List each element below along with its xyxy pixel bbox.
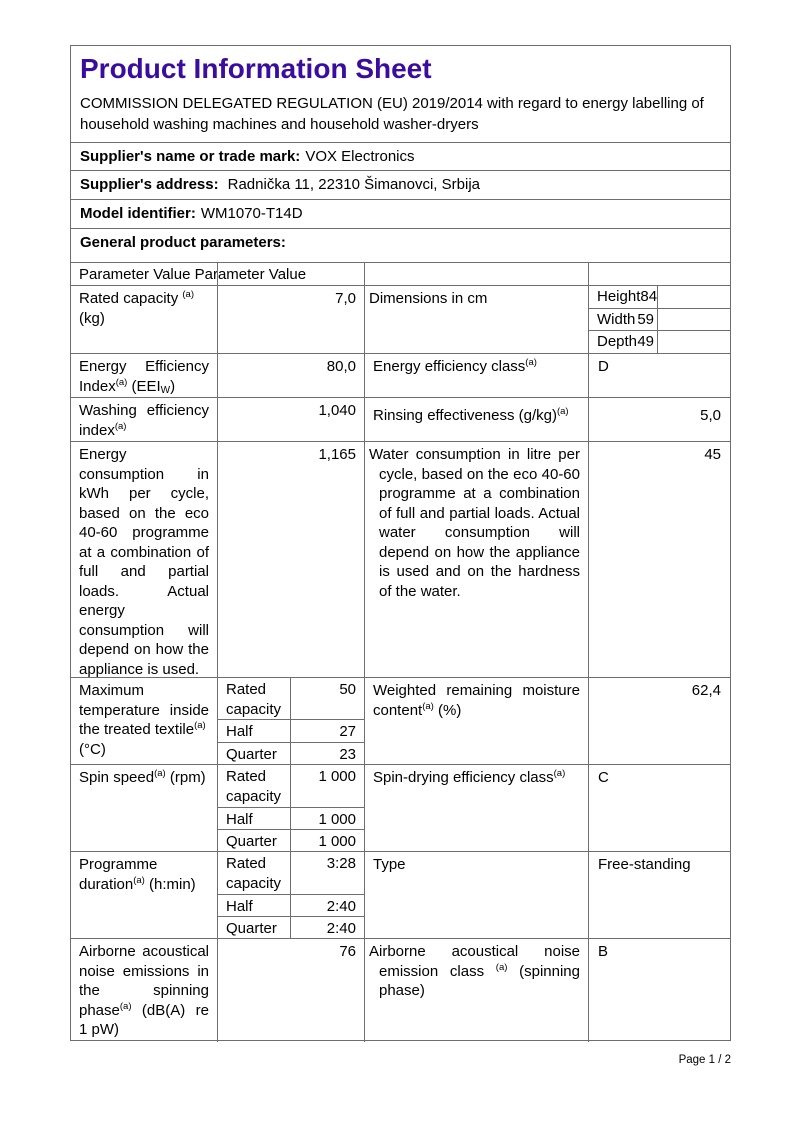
section-heading: General product parameters:: [80, 234, 286, 252]
spin-drying-class-value: C: [588, 765, 730, 851]
dimensions-label: Dimensions in cm: [364, 286, 588, 353]
row-energy-consumption: [71, 441, 730, 677]
load-label: Half: [226, 811, 253, 828]
load-row: [218, 916, 364, 938]
airborne-noise-value: 76: [217, 939, 364, 1042]
load-value: 2:40: [290, 895, 364, 916]
row-airborne-noise: [71, 938, 730, 1042]
dimension-height-value: 84: [640, 288, 658, 305]
load-value: 1 000: [290, 808, 364, 829]
load-value: 27: [290, 720, 364, 742]
row-washing-efficiency: [71, 397, 730, 441]
energy-consumption-label: Energy consumption in kWh per cycle, based on the eco 40-60 programme at a combination of full and partial loads. Actual energy consumption will depend on how the appliance is used.: [79, 446, 209, 678]
load-row: [218, 852, 364, 894]
row-spin-speed: [71, 764, 730, 851]
load-label: Rated capacity: [226, 768, 282, 805]
row-rated-capacity: [71, 285, 730, 353]
model-identifier-value: WM1070-T14D: [200, 205, 303, 223]
load-label: Quarter: [226, 920, 277, 937]
energy-consumption-value: 1,165: [217, 442, 364, 677]
programme-duration-loads-subtable: [218, 852, 364, 938]
dimension-row-width: [589, 308, 730, 331]
load-label: Half: [226, 898, 253, 915]
load-value: 23: [290, 743, 364, 764]
load-row: [218, 765, 364, 807]
energy-class-value: D: [588, 354, 730, 397]
table-header-row: [71, 263, 730, 285]
dimension-depth-label: Depth: [597, 333, 638, 351]
load-value: 50: [290, 678, 364, 719]
rated-capacity-label: Rated capacity $^{(a)}$ (kg): [79, 289, 195, 327]
table-header-text: Parameter Value Parameter Value: [79, 266, 307, 283]
load-label: Quarter: [226, 833, 277, 850]
load-row: [218, 894, 364, 916]
washing-efficiency-label: Washing efficiency index$^{(a)}$: [79, 402, 209, 439]
rinsing-effectiveness-label: Rinsing effectiveness $(g/kg)^{(a)}$: [364, 398, 588, 441]
energy-class-label: Energy efficiency class$^{(a)}$: [364, 354, 588, 397]
section-heading-row: [71, 228, 730, 257]
load-label: Rated capacity: [226, 855, 282, 892]
supplier-name-row: [71, 142, 730, 170]
airborne-noise-class-label: Airborne acoustical noise emission class $^{(a)}$ (spinning phase): [364, 939, 588, 1042]
dimensions-subtable: [589, 286, 730, 353]
dimension-row-depth: [589, 330, 730, 353]
max-temperature-label: Maximum temperature inside the treated textile$^{(a)}$ (°C): [79, 682, 209, 758]
moisture-content-value: 62,4: [588, 678, 730, 764]
row-max-temperature: [71, 677, 730, 764]
product-information-sheet: [70, 45, 731, 1041]
load-label: Quarter: [226, 746, 277, 763]
row-programme-duration: [71, 851, 730, 938]
washing-efficiency-value: 1,040: [217, 398, 364, 441]
airborne-noise-class-value: B: [588, 939, 730, 1042]
supplier-name-value: VOX Electronics: [305, 147, 415, 165]
dimension-row-height: [589, 286, 730, 308]
load-value: 1 000: [290, 765, 364, 807]
rated-capacity-value: 7,0: [217, 286, 364, 353]
page-number: Page 1 / 2: [678, 1054, 731, 1066]
title-block: [71, 46, 730, 142]
water-consumption-value: 45: [588, 442, 730, 677]
row-energy-efficiency-index: [71, 353, 730, 397]
supplier-address-value: Radnička 11, 22310 Šimanovci, Srbija: [227, 176, 480, 194]
parameter-table: [71, 262, 730, 1042]
load-value: 2:40: [290, 917, 364, 938]
load-row: [218, 719, 364, 742]
spin-speed-label: Spin speed$^{(a)}$ (rpm): [79, 768, 206, 786]
load-row: [218, 829, 364, 851]
dimension-depth-value: 49: [637, 333, 654, 351]
model-identifier-row: [71, 199, 730, 228]
load-row: [218, 742, 364, 764]
page-title: Product Information Sheet: [80, 53, 432, 84]
max-temperature-loads-subtable: [218, 678, 364, 764]
programme-duration-label: Programme duration$^{(a)}$ (h:min): [79, 856, 196, 893]
airborne-noise-label: Airborne acoustical noise emissions in the spinning phase$^{(a)}$ (dB(A) re 1 pW): [79, 943, 209, 1038]
load-row: [218, 678, 364, 719]
dimension-width-value: 59: [637, 310, 654, 328]
dimension-width-label: Width: [597, 310, 636, 328]
spin-drying-class-label: Spin-drying efficiency class$^{(a)}$: [364, 765, 588, 851]
supplier-address-row: [71, 170, 730, 199]
spin-speed-loads-subtable: [218, 765, 364, 851]
eei-value: 80,0: [217, 354, 364, 397]
load-row: [218, 807, 364, 829]
model-identifier-label: Model identifier:: [80, 205, 196, 223]
dimension-height-label: Height: [597, 288, 641, 305]
type-value: Free-standing: [588, 852, 730, 938]
type-label: Type: [364, 852, 588, 938]
supplier-address-label: Supplier's address:: [80, 176, 219, 194]
water-consumption-label: Water consumption in litre per cycle, based on the eco 40-60 programme at a combination of full and partial loads. Actual water consumption will depend on how the appliance is used and on the hardness of the water.: [364, 442, 588, 677]
load-value: 1 000: [290, 830, 364, 851]
load-label: Rated capacity: [226, 681, 282, 718]
moisture-content-label: Weighted remaining moisture content$^{(a)}$ (%): [364, 678, 588, 764]
eei-label: Energy Efficiency Index$^{(a)}$ $(EEI_W)$: [79, 358, 209, 396]
load-value: 3:28: [290, 852, 364, 894]
load-label: Half: [226, 723, 253, 741]
regulation-subtitle: COMMISSION DELEGATED REGULATION (EU) 2019/2014 with regard to energy labelling of household washing machines and household washer-dryers: [80, 95, 704, 133]
supplier-name-label: Supplier's name or trade mark:: [80, 147, 301, 165]
rinsing-effectiveness-value: 5,0: [588, 398, 730, 441]
